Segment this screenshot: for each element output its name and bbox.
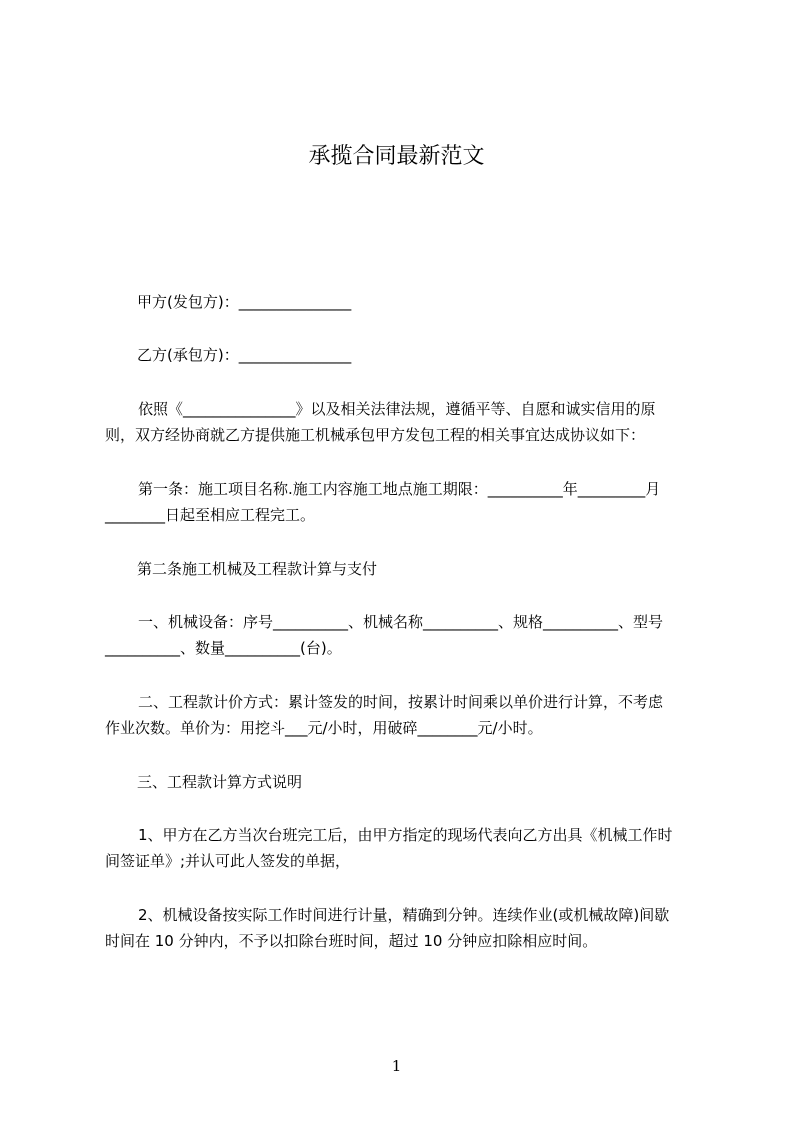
party-a-line: 甲方(发包方)：_______________ [137,293,352,311]
paragraph-line: 2、机械设备按实际工作时间进行计量，精确到分钟。连续作业(或机械故障)间歇 [138,906,670,924]
page-number: 1 [391,1057,402,1075]
paragraph-line: 1、甲方在乙方当次台班完工后，由甲方指定的现场代表向乙方出具《机械工作时 [138,826,673,844]
document-title: 承揽合同最新范文 [308,144,485,169]
paragraph-line: 间签证单》;并认可此人签发的单据， [105,852,351,870]
section-3-heading: 三、工程款计算方式说明 [137,773,303,791]
article-2-heading: 第二条施工机械及工程款计算与支付 [137,560,378,578]
paragraph-line: 则，双方经协商就乙方提供施工机械承包甲方发包工程的相关事宜达成协议如下： [105,426,646,444]
paragraph-line: 二、工程款计价方式：累计签发的时间，按累计时间乘以单价进行计算，不考虑 [138,693,664,711]
paragraph-line: 第一条：施工项目名称.施工内容施工地点施工期限：__________年_________月 [138,480,661,498]
paragraph-line: __________、数量__________(台)。 [105,639,342,657]
paragraph-line: 一、机械设备：序号__________、机械名称__________、规格__________、型号 [138,613,664,631]
paragraph-line: 时间在 10 分钟内，不予以扣除台班时间，超过 10 分钟应扣除相应时间。 [105,932,598,950]
party-b-line: 乙方(承包方)：_______________ [137,346,352,364]
paragraph-line: 依照《_______________》以及相关法律法规，遵循平等、自愿和诚实信用的原 [138,400,656,418]
paragraph-line: 作业次数。单价为：用挖斗___元/小时，用破碎________元/小时。 [105,719,543,737]
paragraph-line: ________日起至相应工程完工。 [105,506,316,524]
